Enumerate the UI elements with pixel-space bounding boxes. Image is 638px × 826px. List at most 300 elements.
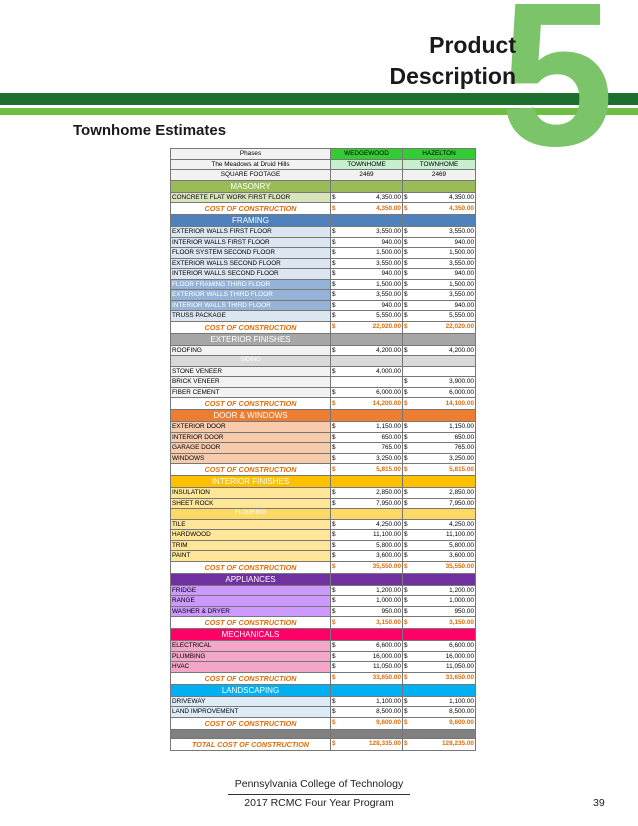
currency-symbol: $ <box>332 291 336 298</box>
section-label: INTERIOR FINISHES <box>171 476 331 488</box>
item-label: INTERIOR WALLS THIRD FLOOR <box>171 300 331 311</box>
table-row <box>171 530 476 541</box>
currency-symbol: $ <box>404 541 408 549</box>
wedgewood-value <box>331 279 403 290</box>
wedgewood-cost <box>331 321 403 333</box>
section-fill <box>331 333 403 345</box>
section-fill <box>331 215 403 227</box>
amount: 128,335.00 <box>369 740 401 748</box>
wedgewood-cost <box>331 738 403 750</box>
currency-symbol: $ <box>332 323 336 331</box>
cost-row <box>171 398 476 410</box>
sqft-cell-1: 2469 <box>331 170 403 181</box>
subsection-row <box>171 509 476 520</box>
section-label: APPLIANCES <box>171 573 331 585</box>
wedgewood-value <box>331 707 403 718</box>
spacer-row <box>171 729 476 738</box>
currency-symbol: $ <box>404 663 408 670</box>
amount: 5,800.00 <box>376 541 401 549</box>
currency-symbol: $ <box>332 541 336 549</box>
currency-symbol: $ <box>404 454 408 462</box>
amount: 11,050.00 <box>373 663 401 670</box>
currency-symbol: $ <box>332 674 336 682</box>
currency-symbol: $ <box>404 378 408 385</box>
table-row <box>171 606 476 617</box>
table-row <box>171 453 476 464</box>
currency-symbol: $ <box>332 423 336 430</box>
section-row <box>171 333 476 345</box>
wedgewood-value <box>331 540 403 551</box>
table-row <box>171 443 476 454</box>
type-cell-2: TOWNHOME <box>403 159 476 170</box>
currency-symbol: $ <box>332 597 336 604</box>
item-label: FLOOR SYSTEM SECOND FLOOR <box>171 248 331 259</box>
item-label: TRUSS PACKAGE <box>171 311 331 322</box>
item-label: HVAC <box>171 662 331 673</box>
section-fill <box>331 356 403 367</box>
currency-symbol: $ <box>404 708 408 715</box>
amount: 765.00 <box>454 444 474 451</box>
hazelton-value <box>403 248 476 259</box>
table-row <box>171 258 476 269</box>
hazelton-cost <box>403 203 476 215</box>
sqft-cell-2: 2469 <box>403 170 476 181</box>
currency-symbol: $ <box>404 238 408 246</box>
amount: 8,500.00 <box>449 708 474 715</box>
currency-symbol: $ <box>404 552 408 559</box>
hazelton-header: HAZELTON <box>403 149 476 160</box>
amount: 1,500.00 <box>449 249 474 256</box>
table-row <box>171 279 476 290</box>
amount: 1,150.00 <box>376 423 401 430</box>
wedgewood-value <box>331 269 403 280</box>
hazelton-cost <box>403 398 476 410</box>
wedgewood-value <box>331 498 403 509</box>
currency-symbol: $ <box>332 444 336 451</box>
wedgewood-value <box>331 248 403 259</box>
currency-symbol: $ <box>404 597 408 604</box>
hazelton-value <box>403 377 476 388</box>
table-row <box>171 551 476 562</box>
page-subtitle: Townhome Estimates <box>73 122 227 139</box>
currency-symbol: $ <box>332 719 336 727</box>
item-label: DRIVEWAY <box>171 696 331 707</box>
amount: 950.00 <box>381 607 401 615</box>
currency-symbol: $ <box>404 674 408 682</box>
item-label: SHEET ROCK <box>171 498 331 509</box>
hazelton-value <box>403 422 476 433</box>
item-label: ROOFING <box>171 345 331 356</box>
currency-symbol: $ <box>404 586 408 594</box>
amount: 940.00 <box>454 238 474 246</box>
currency-symbol: $ <box>404 312 408 319</box>
item-label: CONCRETE FLAT WORK FIRST FLOOR <box>171 192 331 203</box>
currency-symbol: $ <box>404 652 408 660</box>
amount: 2,850.00 <box>449 489 474 496</box>
currency-symbol: $ <box>332 642 336 649</box>
table-row <box>171 651 476 662</box>
item-label: LAND IMPROVEMENT <box>171 707 331 718</box>
amount: 14,200.00 <box>372 399 401 407</box>
cost-row <box>171 717 476 729</box>
wedgewood-value <box>331 192 403 203</box>
wedgewood-cost <box>331 398 403 410</box>
table-row <box>171 696 476 707</box>
item-label: EXTERIOR WALLS FIRST FLOOR <box>171 227 331 238</box>
currency-symbol: $ <box>332 388 336 396</box>
table-row <box>171 311 476 322</box>
currency-symbol: $ <box>404 291 408 298</box>
currency-symbol: $ <box>332 586 336 594</box>
item-label: TRIM <box>171 540 331 551</box>
total-label: TOTAL COST OF CONSTRUCTION <box>171 738 331 750</box>
cost-row <box>171 203 476 215</box>
section-fill <box>403 509 476 520</box>
table-row <box>171 387 476 398</box>
cost-label: COST OF CONSTRUCTION <box>171 617 331 629</box>
amount: 5,550.00 <box>449 312 474 319</box>
table-row <box>171 422 476 433</box>
hazelton-value <box>403 192 476 203</box>
cost-label: COST OF CONSTRUCTION <box>171 464 331 476</box>
location-cell: The Meadows at Druid Hills <box>171 159 331 170</box>
hazelton-value <box>403 551 476 562</box>
amount: 11,100.00 <box>373 531 401 538</box>
wedgewood-value <box>331 488 403 499</box>
amount: 1,100.00 <box>376 697 401 705</box>
amount: 11,050.00 <box>446 663 474 670</box>
spacer-cell <box>403 729 476 738</box>
cost-row <box>171 617 476 629</box>
currency-symbol: $ <box>404 388 408 396</box>
item-label: PLUMBING <box>171 651 331 662</box>
section-fill <box>331 573 403 585</box>
section-fill <box>403 356 476 367</box>
hazelton-value <box>403 345 476 356</box>
cost-row <box>171 464 476 476</box>
currency-symbol: $ <box>332 312 336 319</box>
hazelton-cost <box>403 717 476 729</box>
cost-label: COST OF CONSTRUCTION <box>171 398 331 410</box>
item-label: WASHER & DRYER <box>171 606 331 617</box>
amount: 14,100.00 <box>445 399 474 407</box>
table-row <box>171 519 476 530</box>
wedgewood-value <box>331 585 403 596</box>
item-label: FLOOR FRAMING THIRD FLOOR <box>171 279 331 290</box>
section-label: EXTERIOR FINISHES <box>171 333 331 345</box>
currency-symbol: $ <box>332 367 336 375</box>
type-cell-1: TOWNHOME <box>331 159 403 170</box>
footer-divider <box>228 794 410 795</box>
section-fill <box>331 629 403 641</box>
currency-symbol: $ <box>404 259 408 267</box>
amount: 4,200.00 <box>376 346 401 354</box>
page-number: 39 <box>593 797 605 809</box>
currency-symbol: $ <box>332 563 336 571</box>
wedgewood-value <box>331 300 403 311</box>
table-row <box>171 707 476 718</box>
currency-symbol: $ <box>332 607 336 615</box>
hazelton-value <box>403 707 476 718</box>
currency-symbol: $ <box>332 280 336 288</box>
table-row <box>171 377 476 388</box>
wedgewood-value <box>331 227 403 238</box>
table-row <box>171 596 476 607</box>
hazelton-value <box>403 606 476 617</box>
wedgewood-value <box>331 519 403 530</box>
amount: 6,600.00 <box>449 642 474 649</box>
amount: 3,600.00 <box>449 552 474 559</box>
currency-symbol: $ <box>404 228 408 235</box>
wedgewood-value <box>331 290 403 301</box>
estimates-table <box>170 148 476 751</box>
wedgewood-value <box>331 345 403 356</box>
cost-row <box>171 561 476 573</box>
amount: 3,150.00 <box>449 618 474 626</box>
hazelton-value <box>403 498 476 509</box>
currency-symbol: $ <box>404 323 408 331</box>
wedgewood-cost <box>331 672 403 684</box>
amount: 3,600.00 <box>376 552 401 559</box>
amount: 9,600.00 <box>376 719 401 727</box>
hazelton-value <box>403 279 476 290</box>
currency-symbol: $ <box>332 301 336 309</box>
hazelton-value <box>403 488 476 499</box>
footer-program: 2017 RCMC Four Year Program <box>244 797 394 809</box>
cost-row <box>171 321 476 333</box>
hazelton-value <box>403 641 476 652</box>
amount: 940.00 <box>381 301 401 309</box>
amount: 4,350.00 <box>449 204 474 212</box>
currency-symbol: $ <box>404 433 408 441</box>
cost-label: COST OF CONSTRUCTION <box>171 321 331 333</box>
amount: 3,550.00 <box>376 259 401 267</box>
currency-symbol: $ <box>332 238 336 246</box>
section-fill <box>403 333 476 345</box>
section-label: FRAMING <box>171 215 331 227</box>
wedgewood-header: WEDGEWOOD <box>331 149 403 160</box>
section-fill <box>331 180 403 192</box>
amount: 22,020.00 <box>372 323 401 331</box>
currency-symbol: $ <box>332 489 336 496</box>
currency-symbol: $ <box>332 552 336 559</box>
section-fill <box>403 573 476 585</box>
currency-symbol: $ <box>404 280 408 288</box>
amount: 4,000.00 <box>376 367 401 375</box>
currency-symbol: $ <box>404 618 408 626</box>
subsection-label: FLOORING <box>171 509 331 520</box>
hazelton-value <box>403 651 476 662</box>
wedgewood-value <box>331 530 403 541</box>
currency-symbol: $ <box>332 346 336 354</box>
hazelton-value <box>403 696 476 707</box>
amount: 940.00 <box>381 238 401 246</box>
currency-symbol: $ <box>332 663 336 670</box>
hazelton-value <box>403 596 476 607</box>
hazelton-cost <box>403 561 476 573</box>
amount: 1,150.00 <box>449 423 474 430</box>
table-row <box>171 488 476 499</box>
currency-symbol: $ <box>332 520 336 528</box>
subsection-label: SIDING <box>171 356 331 367</box>
hazelton-value <box>403 300 476 311</box>
amount: 5,815.00 <box>449 465 474 473</box>
currency-symbol: $ <box>332 531 336 538</box>
chapter-number: 5 <box>500 0 615 189</box>
section-fill <box>403 684 476 696</box>
amount: 4,350.00 <box>376 204 401 212</box>
currency-symbol: $ <box>404 193 408 201</box>
currency-symbol: $ <box>332 249 336 256</box>
hazelton-value <box>403 585 476 596</box>
item-label: FIBER CEMENT <box>171 387 331 398</box>
item-label: WINDOWS <box>171 453 331 464</box>
cost-label: COST OF CONSTRUCTION <box>171 203 331 215</box>
currency-symbol: $ <box>404 489 408 496</box>
amount: 4,250.00 <box>449 520 474 528</box>
amount: 940.00 <box>454 270 474 277</box>
currency-symbol: $ <box>404 399 408 407</box>
currency-symbol: $ <box>332 270 336 277</box>
item-label: RANGE <box>171 596 331 607</box>
item-label: TILE <box>171 519 331 530</box>
amount: 6,000.00 <box>376 388 401 396</box>
wedgewood-cost <box>331 617 403 629</box>
wedgewood-value <box>331 443 403 454</box>
spacer-cell <box>331 729 403 738</box>
amount: 6,000.00 <box>449 388 474 396</box>
currency-symbol: $ <box>404 563 408 571</box>
currency-symbol: $ <box>404 444 408 451</box>
section-fill <box>331 410 403 422</box>
amount: 3,250.00 <box>449 454 474 462</box>
amount: 1,500.00 <box>376 249 401 256</box>
wedgewood-value <box>331 453 403 464</box>
table-row <box>171 237 476 248</box>
amount: 3,550.00 <box>376 291 401 298</box>
section-row <box>171 476 476 488</box>
table-header-row <box>171 149 476 160</box>
footer-college: Pennsylvania College of Technology <box>234 778 404 790</box>
wedgewood-value <box>331 432 403 443</box>
currency-symbol: $ <box>332 652 336 660</box>
table-sqft-row <box>171 170 476 181</box>
currency-symbol: $ <box>332 228 336 235</box>
amount: 4,350.00 <box>376 193 401 201</box>
currency-symbol: $ <box>404 642 408 649</box>
table-row <box>171 227 476 238</box>
wedgewood-value <box>331 641 403 652</box>
title-line-2: Description <box>389 63 516 89</box>
amount: 5,815.00 <box>376 465 401 473</box>
table-row <box>171 248 476 259</box>
table-row <box>171 192 476 203</box>
table-row <box>171 366 476 377</box>
table-row <box>171 290 476 301</box>
amount: 940.00 <box>381 270 401 277</box>
hazelton-cost <box>403 321 476 333</box>
table-location-row <box>171 159 476 170</box>
amount: 9,600.00 <box>449 719 474 727</box>
table-row <box>171 662 476 673</box>
amount: 4,250.00 <box>376 520 401 528</box>
hazelton-cost <box>403 617 476 629</box>
section-label: MECHANICALS <box>171 629 331 641</box>
amount: 6,600.00 <box>376 642 401 649</box>
wedgewood-value <box>331 366 403 377</box>
sqft-label: SQUARE FOOTAGE <box>171 170 331 181</box>
wedgewood-value <box>331 551 403 562</box>
amount: 3,150.00 <box>376 618 401 626</box>
item-label: PAINT <box>171 551 331 562</box>
item-label: GARAGE DOOR <box>171 443 331 454</box>
section-fill <box>331 476 403 488</box>
hazelton-value <box>403 530 476 541</box>
wedgewood-cost <box>331 464 403 476</box>
hazelton-cost <box>403 738 476 750</box>
amount: 1,500.00 <box>449 280 474 288</box>
item-label: EXTERIOR WALLS THIRD FLOOR <box>171 290 331 301</box>
amount: 1,100.00 <box>449 697 474 705</box>
section-fill <box>403 476 476 488</box>
currency-symbol: $ <box>332 740 336 748</box>
section-label: LANDSCAPING <box>171 684 331 696</box>
hazelton-value <box>403 453 476 464</box>
amount: 3,550.00 <box>449 291 474 298</box>
item-label: INTERIOR WALLS SECOND FLOOR <box>171 269 331 280</box>
amount: 765.00 <box>381 444 401 451</box>
amount: 35,550.00 <box>372 563 401 571</box>
hazelton-value <box>403 540 476 551</box>
hazelton-value <box>403 519 476 530</box>
hazelton-value <box>403 311 476 322</box>
section-label: DOOR & WINDOWS <box>171 410 331 422</box>
section-fill <box>403 410 476 422</box>
hazelton-value <box>403 443 476 454</box>
currency-symbol: $ <box>332 193 336 201</box>
amount: 650.00 <box>454 433 474 441</box>
wedgewood-value <box>331 387 403 398</box>
currency-symbol: $ <box>404 719 408 727</box>
currency-symbol: $ <box>332 697 336 705</box>
amount: 950.00 <box>454 607 474 615</box>
hazelton-value <box>403 237 476 248</box>
currency-symbol: $ <box>332 204 336 212</box>
hazelton-value <box>403 258 476 269</box>
item-label: EXTERIOR DOOR <box>171 422 331 433</box>
currency-symbol: $ <box>404 346 408 354</box>
wedgewood-value <box>331 662 403 673</box>
cost-label: COST OF CONSTRUCTION <box>171 672 331 684</box>
wedgewood-value <box>331 422 403 433</box>
hazelton-value <box>403 432 476 443</box>
subsection-row <box>171 356 476 367</box>
page-title <box>389 30 516 92</box>
item-label: STONE VENEER <box>171 366 331 377</box>
currency-symbol: $ <box>332 499 336 507</box>
amount: 1,500.00 <box>376 280 401 288</box>
wedgewood-value <box>331 237 403 248</box>
currency-symbol: $ <box>404 697 408 705</box>
hazelton-value <box>403 290 476 301</box>
wedgewood-value <box>331 596 403 607</box>
table-row <box>171 432 476 443</box>
item-label: EXTERIOR WALLS SECOND FLOOR <box>171 258 331 269</box>
amount: 3,250.00 <box>376 454 401 462</box>
table-row <box>171 300 476 311</box>
amount: 4,350.00 <box>449 193 474 201</box>
amount: 5,550.00 <box>376 312 401 319</box>
